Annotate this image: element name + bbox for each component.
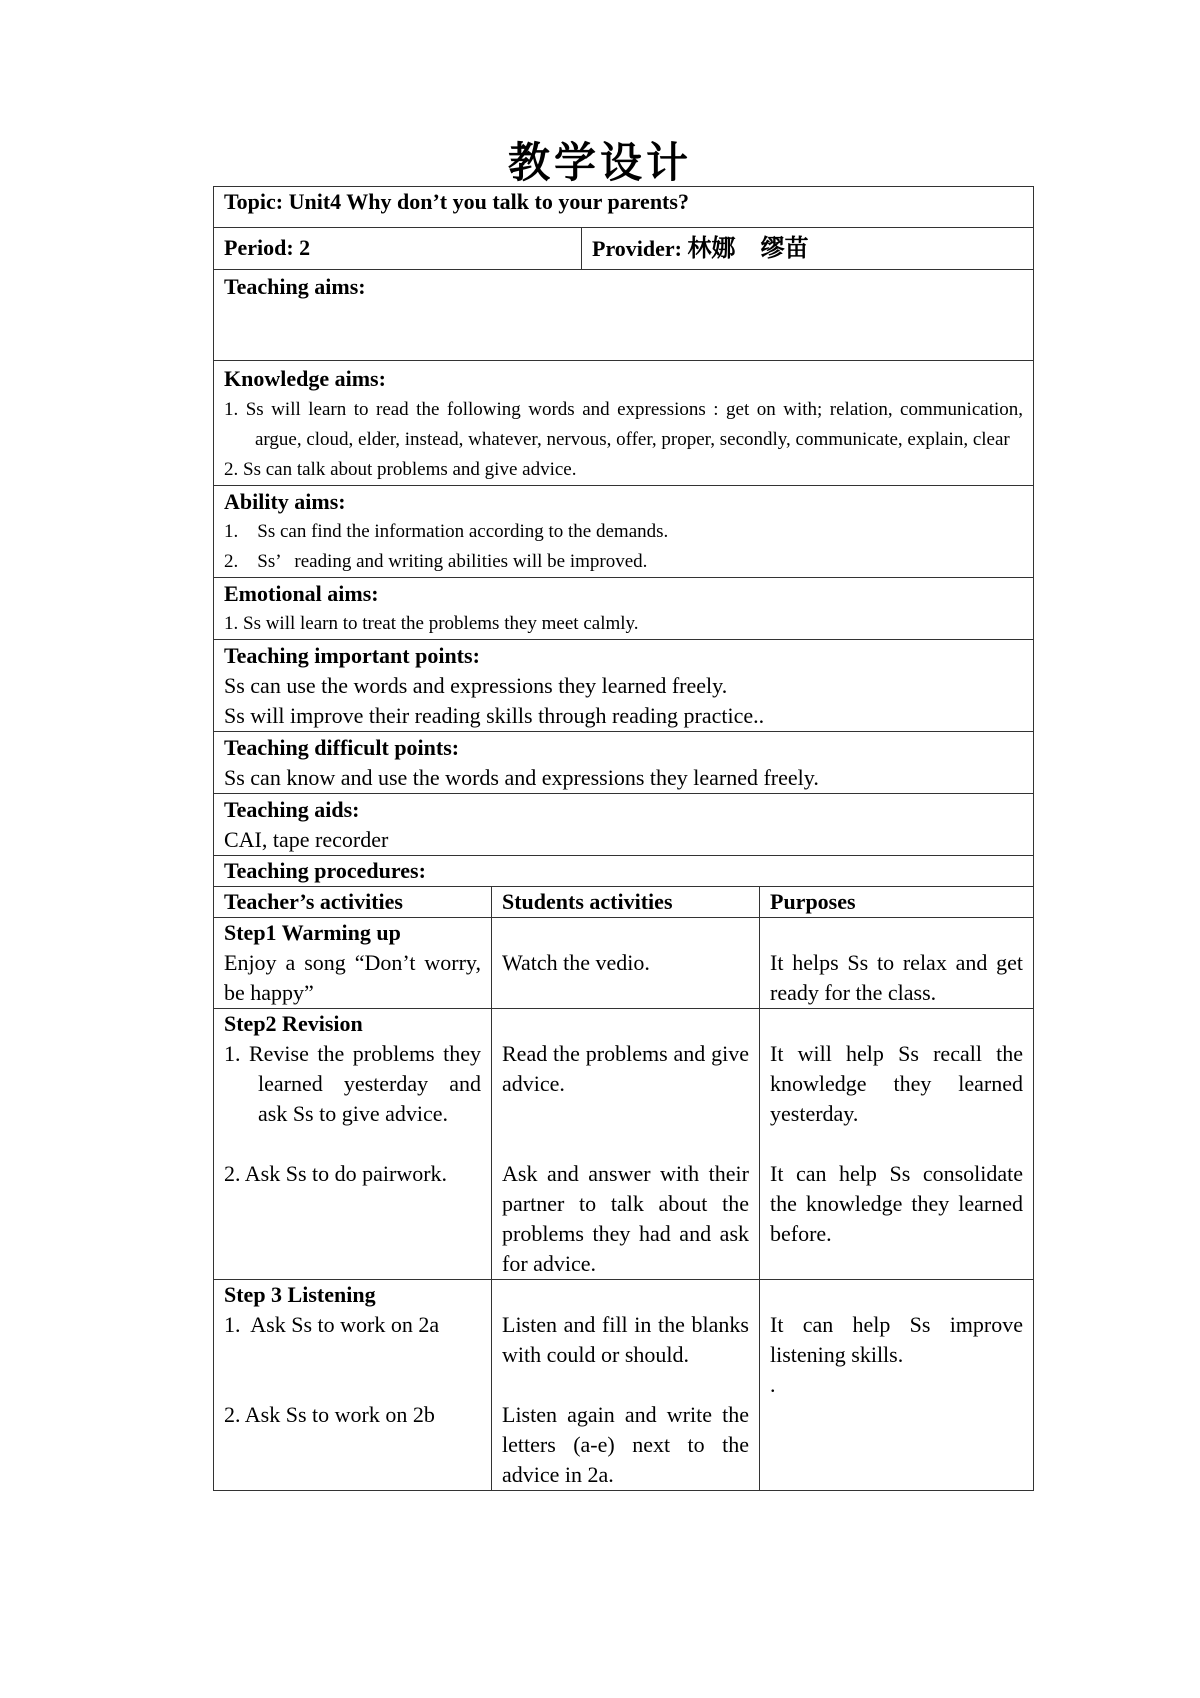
step-1-teacher-cell bbox=[214, 918, 492, 1009]
step-3-teacher-cell bbox=[214, 1280, 492, 1491]
teaching-aids-row bbox=[214, 794, 1034, 856]
document-title: 教学设计 bbox=[507, 138, 692, 187]
knowledge-aims-heading: Knowledge aims: bbox=[224, 366, 386, 391]
procedures-heading-row bbox=[214, 856, 1034, 887]
step-1-purpose-cell bbox=[760, 918, 1034, 1009]
step-3-student-cell bbox=[492, 1280, 760, 1491]
period-cell bbox=[214, 228, 582, 270]
step-1-teacher-activity: Enjoy a song “Don’t worry, be happy” bbox=[224, 950, 481, 1005]
step-3-row bbox=[214, 1280, 1034, 1491]
procedures-heading-cell bbox=[214, 856, 1034, 887]
step-2-student-activity-1: Read the problems and give advice. bbox=[502, 1041, 749, 1096]
step-1-title: Step1 Warming up bbox=[224, 920, 401, 945]
column-header-purposes: Purposes bbox=[760, 887, 1034, 918]
difficult-points-line-1: Ss can know and use the words and expressions they learned freely. bbox=[224, 765, 819, 790]
step-1-student-activity: Watch the vedio. bbox=[502, 950, 650, 975]
emotional-aims-heading: Emotional aims: bbox=[224, 581, 379, 606]
step-2-teacher-activity-1: 1. Revise the problems they learned yesterday and ask Ss to give advice. bbox=[224, 1041, 481, 1126]
difficult-points-row bbox=[214, 732, 1034, 794]
ability-aims-row bbox=[214, 486, 1034, 578]
step-3-purpose-cell bbox=[760, 1280, 1034, 1491]
teaching-aids-line-1: CAI, tape recorder bbox=[224, 827, 389, 852]
step-3-teacher-activity-1: 1. Ask Ss to work on 2a bbox=[224, 1312, 440, 1337]
procedures-header-row bbox=[214, 887, 1034, 918]
teaching-aims-heading: Teaching aims: bbox=[224, 274, 366, 299]
teaching-aids-heading: Teaching aids: bbox=[224, 797, 360, 822]
step-3-purpose-2: . bbox=[770, 1372, 776, 1397]
step-2-title: Step2 Revision bbox=[224, 1011, 363, 1036]
lesson-plan-table bbox=[213, 186, 1034, 1491]
step-2-purpose-2: It can help Ss consolidate the knowledge they learned before. bbox=[770, 1161, 1024, 1246]
important-points-line-1: Ss can use the words and expressions they learned freely. bbox=[224, 673, 728, 698]
step-2-teacher-activity-2: 2. Ask Ss to do pairwork. bbox=[224, 1161, 448, 1186]
step-1-row bbox=[214, 918, 1034, 1009]
knowledge-aims-item-2: 2. Ss can talk about problems and give advice. bbox=[224, 459, 577, 480]
step-2-row bbox=[214, 1009, 1034, 1280]
provider-cell bbox=[582, 228, 1034, 270]
column-header-teacher: Teacher’s activities bbox=[214, 887, 492, 918]
provider-names: 林娜 缪苗 bbox=[687, 233, 809, 262]
ability-aims-heading: Ability aims: bbox=[224, 489, 346, 514]
period-row bbox=[214, 228, 1034, 270]
difficult-points-cell bbox=[214, 732, 1034, 794]
step-3-teacher-activity-2: 2. Ask Ss to work on 2b bbox=[224, 1402, 435, 1427]
ability-aims-item-2: 2. Ss’ reading and writing abilities will be improved. bbox=[224, 551, 648, 572]
step-3-purpose-1: It can help Ss improve listening skills. bbox=[770, 1312, 1024, 1367]
step-3-title: Step 3 Listening bbox=[224, 1282, 376, 1307]
important-points-row bbox=[214, 640, 1034, 732]
important-points-heading: Teaching important points: bbox=[224, 643, 480, 668]
procedures-heading: Teaching procedures: bbox=[224, 858, 426, 883]
step-3-student-activity-1: Listen and fill in the blanks with could or should. bbox=[502, 1312, 749, 1367]
ability-aims-cell bbox=[214, 486, 1034, 578]
knowledge-aims-cell bbox=[214, 361, 1034, 486]
step-2-student-cell bbox=[492, 1009, 760, 1280]
teaching-aids-cell bbox=[214, 794, 1034, 856]
step-2-teacher-cell bbox=[214, 1009, 492, 1280]
topic-text: Topic: Unit4 Why don’t you talk to your parents? bbox=[224, 189, 689, 214]
knowledge-aims-row bbox=[214, 361, 1034, 486]
ability-aims-item-1: 1. Ss can find the information according to the demands. bbox=[224, 521, 669, 542]
step-1-purpose: It helps Ss to relax and get ready for the class. bbox=[770, 950, 1024, 1005]
step-2-purpose-1: It will help Ss recall the knowledge they learned yesterday. bbox=[770, 1041, 1024, 1126]
column-header-students: Students activities bbox=[492, 887, 760, 918]
period-text: Period: 2 bbox=[224, 235, 311, 260]
step-2-student-activity-2: Ask and answer with their partner to talk about the problems they had and ask for advice. bbox=[502, 1161, 749, 1276]
step-3-student-activity-2: Listen again and write the letters (a-e) next to the advice in 2a. bbox=[502, 1402, 749, 1487]
emotional-aims-item-1: 1. Ss will learn to treat the problems they meet calmly. bbox=[224, 613, 639, 634]
emotional-aims-row bbox=[214, 578, 1034, 640]
difficult-points-heading: Teaching difficult points: bbox=[224, 735, 460, 760]
important-points-cell bbox=[214, 640, 1034, 732]
teaching-aims-cell bbox=[214, 270, 1034, 361]
teaching-aims-row bbox=[214, 270, 1034, 361]
topic-cell bbox=[214, 187, 1034, 228]
emotional-aims-cell bbox=[214, 578, 1034, 640]
topic-row bbox=[214, 187, 1034, 228]
step-2-purpose-cell bbox=[760, 1009, 1034, 1280]
step-1-student-cell bbox=[492, 918, 760, 1009]
provider-label: Provider: bbox=[592, 236, 683, 261]
important-points-line-2: Ss will improve their reading skills through reading practice.. bbox=[224, 703, 765, 728]
knowledge-aims-item-1: 1. Ss will learn to read the following words and expressions : get on with; relation, communication, argue, cloud, elder, instead, whatever, nervous, offer, proper, secondly, communicate, explain, clear bbox=[224, 399, 1024, 450]
